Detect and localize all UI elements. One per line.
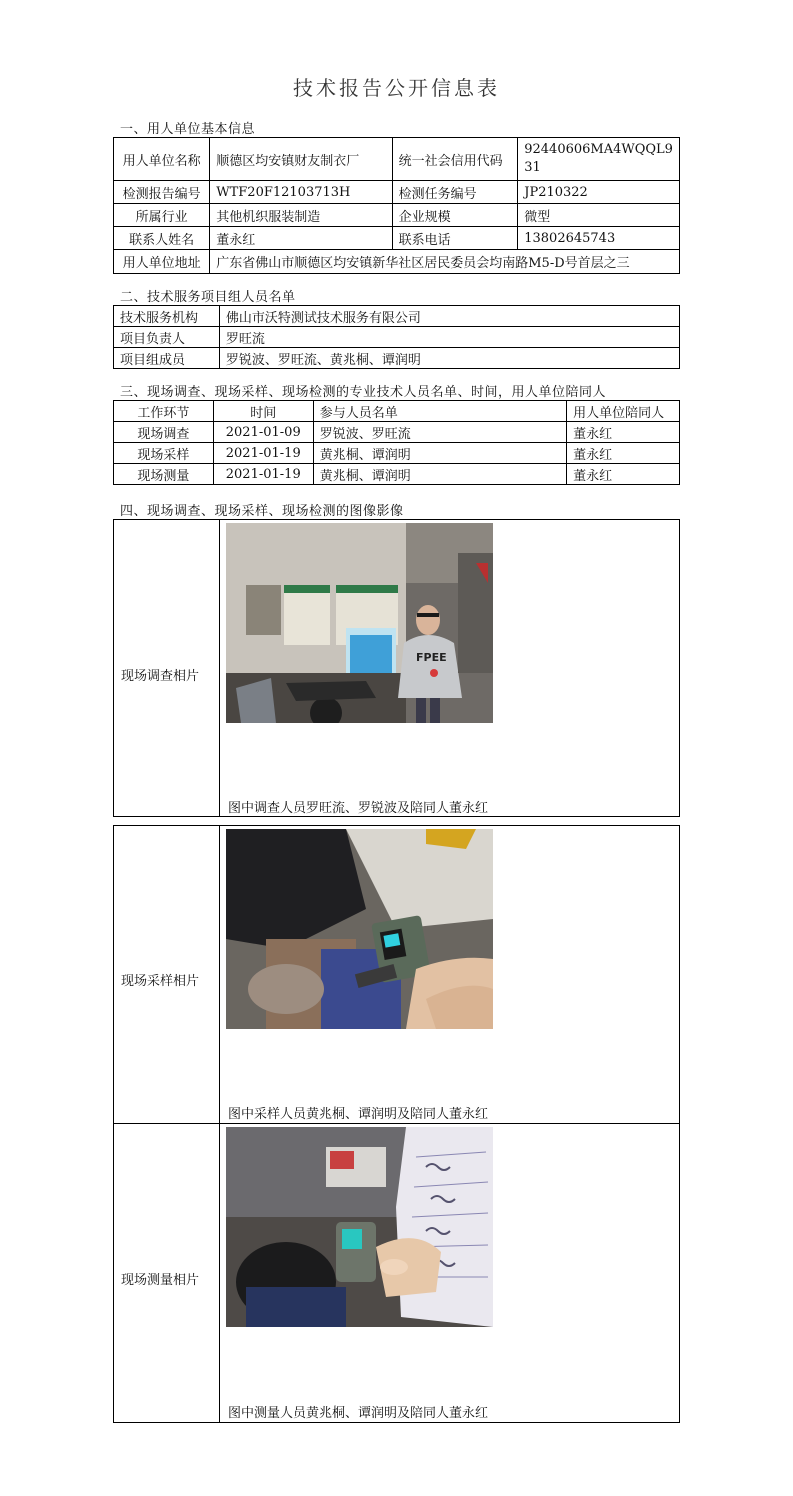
value-project-lead: 罗旺流	[219, 327, 679, 348]
label-task-no: 检测任务编号	[392, 181, 518, 204]
col-header-staff: 参与人员名单	[313, 401, 566, 422]
employer-info-table	[113, 137, 680, 274]
photo-block-divider	[219, 519, 220, 817]
label-phone: 联系电话	[392, 227, 518, 250]
label-service-org: 技术服务机构	[114, 306, 220, 327]
photo-label-survey: 现场调查相片	[121, 669, 200, 684]
table-row	[114, 306, 680, 327]
photo-label-measurement: 现场测量相片	[121, 1273, 200, 1288]
cell-staff: 黄兆桐、谭润明	[313, 464, 566, 485]
value-task-no: JP210322	[518, 181, 680, 204]
photo-measurement	[226, 1127, 493, 1327]
col-header-time: 时间	[213, 401, 313, 422]
cell-staff: 黄兆桐、谭润明	[313, 443, 566, 464]
photo-survey	[226, 523, 493, 723]
label-project-lead: 项目负责人	[114, 327, 220, 348]
table-row	[114, 250, 680, 274]
table-row	[114, 227, 680, 250]
value-scale: 微型	[518, 204, 680, 227]
cell-stage: 现场采样	[114, 443, 214, 464]
label-report-no: 检测报告编号	[114, 181, 210, 204]
label-industry: 所属行业	[114, 204, 210, 227]
photo-label-sampling: 现场采样相片	[121, 974, 200, 989]
cell-stage: 现场测量	[114, 464, 214, 485]
table-row	[114, 204, 680, 227]
section-4-heading: 四、现场调查、现场采样、现场检测的图像影像	[120, 504, 404, 519]
label-team-members: 项目组成员	[114, 348, 220, 369]
label-scale: 企业规模	[392, 204, 518, 227]
photo-block-separator	[113, 1123, 680, 1124]
table-row	[114, 138, 680, 181]
caption-survey: 图中调查人员罗旺流、罗锐波及陪同人董永红	[228, 801, 489, 816]
measurement-scene-image	[226, 1127, 493, 1327]
section-1-heading: 一、用人单位基本信息	[120, 122, 256, 137]
value-industry: 其他机织服装制造	[210, 204, 392, 227]
label-credit-code: 统一社会信用代码	[392, 138, 518, 181]
value-service-org: 佛山市沃特测试技术服务有限公司	[219, 306, 679, 327]
col-header-stage: 工作环节	[114, 401, 214, 422]
value-credit-code	[518, 138, 680, 181]
table-header-row	[114, 401, 680, 422]
table-row	[114, 348, 680, 369]
value-phone: 13802645743	[518, 227, 680, 250]
label-employer-name: 用人单位名称	[114, 138, 210, 181]
caption-measurement: 图中测量人员黄兆桐、谭润明及陪同人董永红	[228, 1406, 489, 1421]
photo-sampling	[226, 829, 493, 1029]
value-report-no: WTF20F12103713H	[210, 181, 392, 204]
cell-time: 2021-01-19	[213, 464, 313, 485]
credit-code-line-2: 31	[524, 160, 541, 175]
table-row	[114, 443, 680, 464]
section-2-heading: 二、技术服务项目组人员名单	[120, 290, 296, 305]
value-employer-name: 顺德区均安镇财友制衣厂	[210, 138, 392, 181]
label-contact: 联系人姓名	[114, 227, 210, 250]
shirt-print: FPEE	[416, 651, 447, 664]
photo-block-divider	[219, 825, 220, 1423]
project-team-table	[113, 305, 680, 369]
label-address: 用人单位地址	[114, 250, 210, 274]
section-3-heading: 三、现场调查、现场采样、现场检测的专业技术人员名单、时间，用人单位陪同人	[120, 385, 607, 400]
page-title: 技术报告公开信息表	[293, 76, 500, 100]
col-header-escort: 用人单位陪同人	[567, 401, 680, 422]
cell-time: 2021-01-09	[213, 422, 313, 443]
table-row	[114, 181, 680, 204]
table-row	[114, 327, 680, 348]
cell-escort: 董永红	[567, 422, 680, 443]
table-row	[114, 422, 680, 443]
credit-code-line-1: 92440606MA4WQQL9	[524, 142, 673, 157]
field-staff-table	[113, 400, 680, 485]
cell-time: 2021-01-19	[213, 443, 313, 464]
survey-scene-image	[226, 523, 493, 723]
cell-escort: 董永红	[567, 464, 680, 485]
value-team-members: 罗锐波、罗旺流、黄兆桐、谭润明	[219, 348, 679, 369]
cell-stage: 现场调查	[114, 422, 214, 443]
caption-sampling: 图中采样人员黄兆桐、谭润明及陪同人董永红	[228, 1107, 489, 1122]
table-row	[114, 464, 680, 485]
value-contact: 董永红	[210, 227, 392, 250]
value-address: 广东省佛山市顺德区均安镇新华社区居民委员会均南路M5-D号首层之三	[210, 250, 680, 274]
sampling-scene-image	[226, 829, 493, 1029]
cell-escort: 董永红	[567, 443, 680, 464]
cell-staff: 罗锐波、罗旺流	[313, 422, 566, 443]
